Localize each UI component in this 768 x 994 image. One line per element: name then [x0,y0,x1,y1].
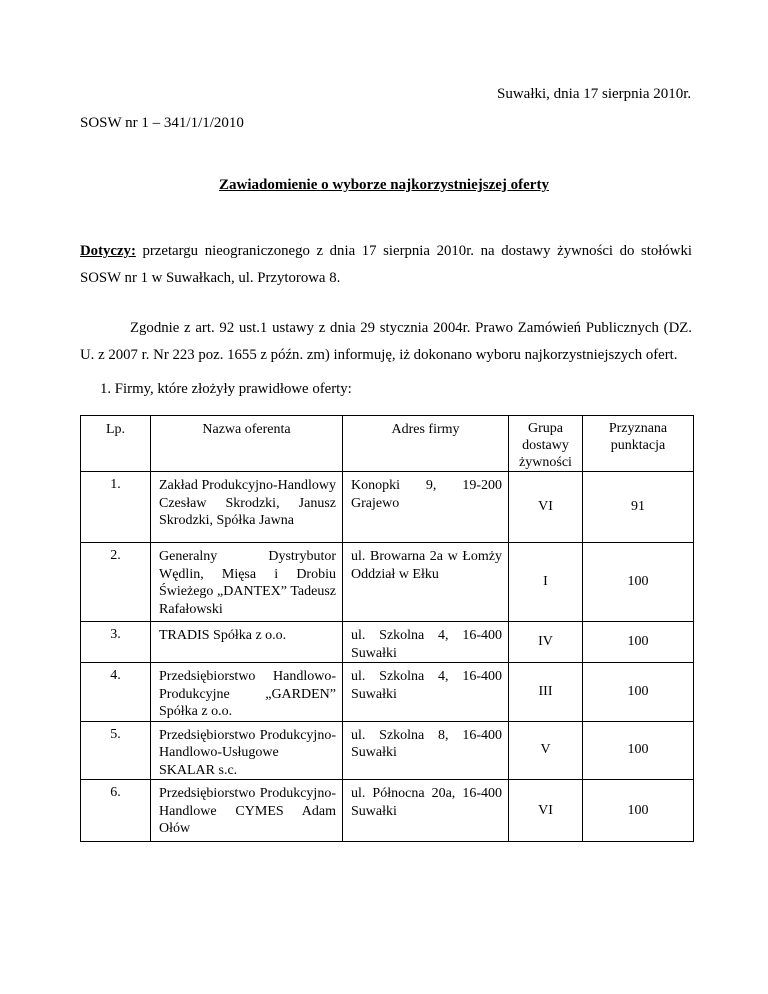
list-item: 1. Firmy, które złożyły prawidłowe oferty: [100,381,352,397]
header-points: Przyznana punktacja [583,416,694,472]
cell-group: III [509,663,583,722]
cell-points: 100 [583,622,694,663]
cell-points: 100 [583,663,694,722]
cell-group: I [509,543,583,622]
table-row [81,721,694,780]
header-address: Adres firmy [343,416,509,472]
cell-group: IV [509,622,583,663]
cell-points: 100 [583,780,694,842]
table-row [81,622,694,663]
cell-name: Zakład Produkcyjno-Handlowy Czesław Skrodzki, Janusz Skrodzki, Spółka Jawna [151,472,343,543]
cell-lp: 4. [81,663,151,722]
table-row [81,543,694,622]
table-row [81,780,694,842]
cell-address: ul. Północna 20a, 16-400 Suwałki [343,780,509,842]
cell-name: TRADIS Spółka z o.o. [151,622,343,663]
document-title: Zawiadomienie o wyborze najkorzystniejszej oferty [219,177,549,193]
body-paragraph [80,315,692,369]
body-text: Zgodnie z art. 92 ust.1 ustawy z dnia 29 stycznia 2004r. Prawo Zamówień Publicznych (DZ. U. z 2007 r. Nr 223 poz. 1655 z późn. zm) informuję, iż dokonano wyboru najkorzystniejszych ofert. [80,320,692,363]
cell-lp: 6. [81,780,151,842]
document-date: Suwałki, dnia 17 sierpnia 2010r. [497,86,692,102]
cell-name: Przedsiębiorstwo Handlowo-Produkcyjne „GARDEN” Spółka z o.o. [151,663,343,722]
cell-address: ul. Szkolna 8, 16-400 Suwałki [343,721,509,780]
cell-address: Konopki 9, 19-200 Grajewo [343,472,509,543]
subject-label: Dotyczy: [80,243,136,259]
cell-name: Przedsiębiorstwo Produkcyjno-Handlowo-Usługowe SKALAR s.c. [151,721,343,780]
cell-lp: 5. [81,721,151,780]
cell-address: ul. Szkolna 4, 16-400 Suwałki [343,663,509,722]
cell-group: VI [509,472,583,543]
cell-group: V [509,721,583,780]
header-lp: Lp. [81,416,151,472]
cell-address: ul. Browarna 2a w Łomży Oddział w Ełku [343,543,509,622]
header-group: Grupa dostawy żywności [509,416,583,472]
cell-points: 100 [583,543,694,622]
table-header-row [81,416,694,472]
cell-lp: 3. [81,622,151,663]
cell-name: Generalny Dystrybutor Wędlin, Mięsa i Drobiu Świeżego „DANTEX” Tadeusz Rafałowski [151,543,343,622]
cell-points: 91 [583,472,694,543]
subject-text: przetargu nieograniczonego z dnia 17 sierpnia 2010r. na dostawy żywności do stołówki SOSW nr 1 w Suwałkach, ul. Przytorowa 8. [80,243,692,286]
cell-lp: 2. [81,543,151,622]
reference-number: SOSW nr 1 – 341/1/1/2010 [80,115,244,131]
subject-paragraph [80,238,692,292]
cell-name: Przedsiębiorstwo Produkcyjno-Handlowe CYMES Adam Ołów [151,780,343,842]
header-name: Nazwa oferenta [151,416,343,472]
table-row [81,472,694,543]
table-row [81,663,694,722]
cell-lp: 1. [81,472,151,543]
cell-points: 100 [583,721,694,780]
offers-table [80,415,694,842]
cell-group: VI [509,780,583,842]
cell-address: ul. Szkolna 4, 16-400 Suwałki [343,622,509,663]
